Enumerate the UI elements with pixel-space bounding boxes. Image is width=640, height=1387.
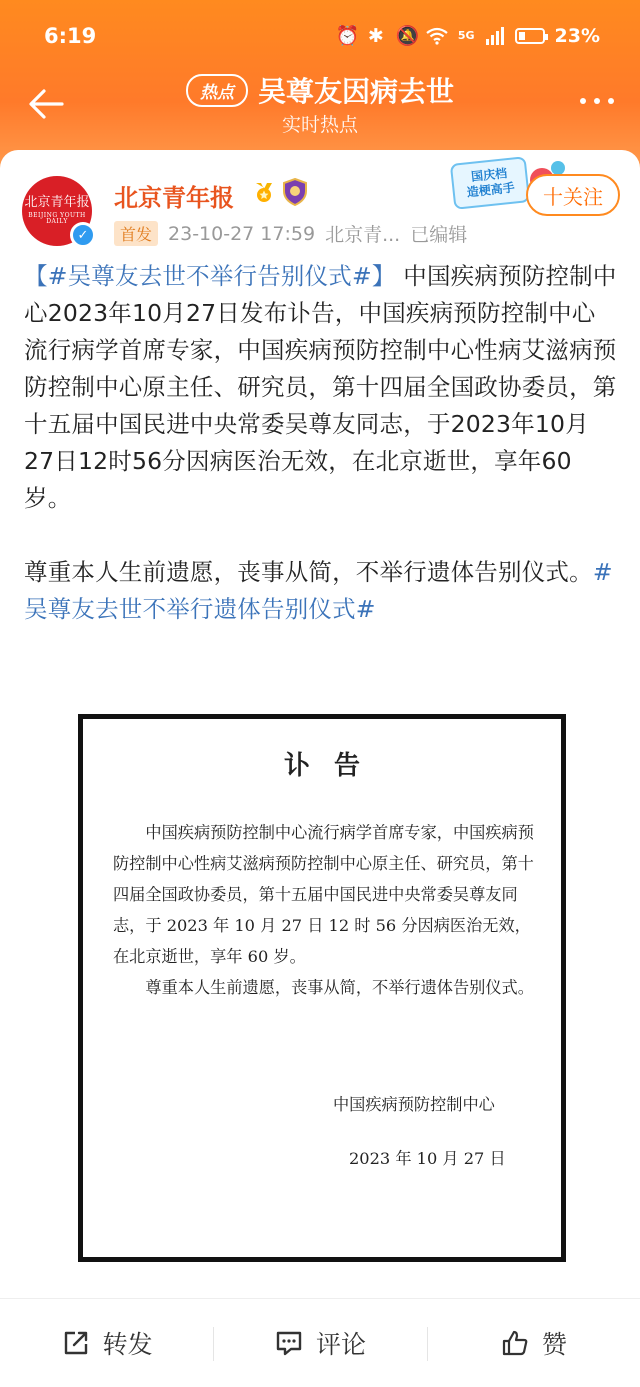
thumbs-up-icon xyxy=(500,1328,530,1358)
shield-icon xyxy=(282,178,308,206)
post-paragraph-1 xyxy=(24,258,618,517)
comment-icon xyxy=(274,1328,304,1358)
battery-percent: 23% xyxy=(554,24,600,47)
share-label: 转发 xyxy=(102,1330,153,1359)
post-card xyxy=(0,150,640,1300)
hot-badge: 热点 xyxy=(186,74,248,107)
share-button[interactable] xyxy=(0,1299,213,1387)
comment-button[interactable] xyxy=(213,1299,426,1387)
hashtag-link-2[interactable]: #吴尊友去世不举行遗体告别仪式# xyxy=(24,558,613,623)
avatar-subtext: BEIJING YOUTH DAILY xyxy=(28,211,86,226)
battery-icon xyxy=(515,28,545,44)
notice-paragraph-1: 中国疾病预防控制中心流行病学首席专家，中国疾病预防控制中心性病艾滋病预防控制中心原主任、研究员，第十四届全国政协委员，第十五届中国民进中央常委吴尊友同志，于 2023 年 10 月 27 日 12 时 56 分因病医治无效，在北京逝世，享年 60 岁。 xyxy=(113,823,534,966)
post-meta xyxy=(114,220,467,247)
avatar-text: 北京青年报 xyxy=(24,195,90,211)
wifi-icon xyxy=(426,27,448,45)
bluetooth-icon: ✱ xyxy=(367,24,384,47)
author-name[interactable]: 北京青年报 xyxy=(114,184,234,212)
hashtag-link-1[interactable]: 【#吴尊友去世不举行告别仪式#】 xyxy=(24,262,396,290)
comment-label: 评论 xyxy=(315,1330,366,1359)
title-row xyxy=(0,70,640,110)
post-timestamp: 23-10-27 17:59 xyxy=(168,222,316,245)
notice-body xyxy=(113,817,537,1003)
post-paragraph-2 xyxy=(24,554,618,628)
post-body xyxy=(24,258,618,665)
bottom-action-bar xyxy=(0,1298,640,1387)
page-title: 吴尊友因病去世 xyxy=(257,75,454,108)
mute-icon: 🔕 xyxy=(395,25,420,47)
nav-bar xyxy=(0,64,640,144)
promo-badge xyxy=(450,156,530,210)
first-tag: 首发 xyxy=(114,221,158,246)
share-icon xyxy=(61,1328,91,1358)
promo-line2: 造梗高手 xyxy=(466,180,516,200)
notice-title: 讣告 xyxy=(283,751,384,781)
status-bar xyxy=(0,0,640,72)
more-icon[interactable] xyxy=(580,98,614,104)
header xyxy=(0,0,640,170)
promo-line1: 国庆档 xyxy=(470,166,508,184)
obituary-image[interactable] xyxy=(78,714,566,1262)
follow-button[interactable]: 十关注 xyxy=(526,174,620,216)
post-source: 北京青... xyxy=(325,224,401,246)
like-button[interactable] xyxy=(427,1299,640,1387)
notice-date: 2023 年 10 月 27 日 xyxy=(349,1149,506,1168)
verified-icon: ✓ xyxy=(70,222,96,248)
medal-icon xyxy=(252,180,276,204)
notice-org: 中国疾病预防控制中心 xyxy=(333,1095,495,1114)
post-paragraph-1-text: 中国疾病预防控制中心2023年10月27日发布讣告，中国疾病预防控制中心流行病学首席专家，中国疾病预防控制中心性病艾滋病预防控制中心原主任、研究员，第十四届全国政协委员，第十五届中国民进中央常委吴尊友同志，于2023年10月27日12时56分因病医治无效，在北京逝世，享年60岁。 xyxy=(24,262,617,512)
page-subtitle: 实时热点 xyxy=(281,114,358,136)
status-time: 6:19 xyxy=(44,24,97,48)
like-label: 赞 xyxy=(541,1330,567,1359)
signal-icon xyxy=(485,27,505,45)
status-icons xyxy=(336,24,600,47)
alarm-icon: ⏰ xyxy=(335,25,360,47)
notice-paragraph-2: 尊重本人生前遗愿，丧事从简，不举行遗体告别仪式。 xyxy=(145,978,534,997)
post-paragraph-2-text: 尊重本人生前遗愿，丧事从简，不举行遗体告别仪式。 xyxy=(24,558,593,586)
network-label: 5G xyxy=(457,29,475,42)
edited-label: 已编辑 xyxy=(410,224,468,246)
